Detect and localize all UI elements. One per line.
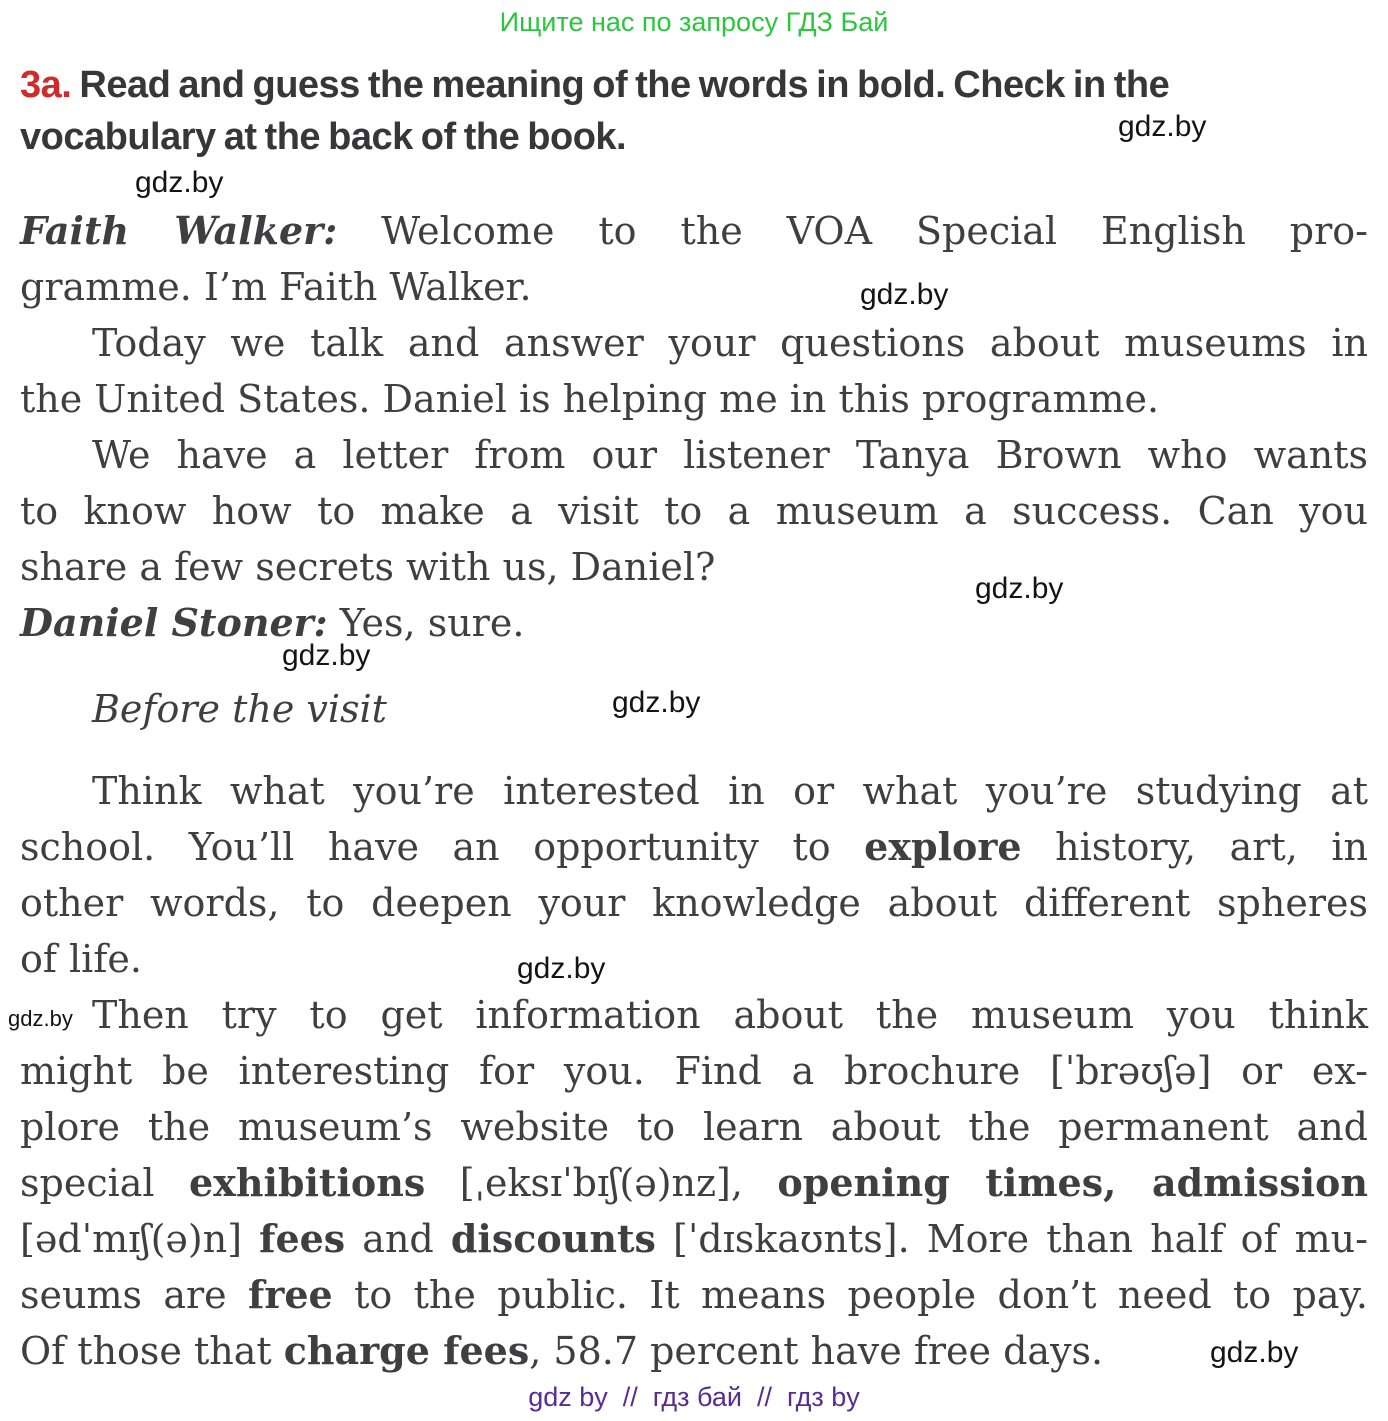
- text-segment: plore the museum’s website to learn about the permanent and: [20, 1105, 1368, 1149]
- text-segment: We have a letter from our listener Tanya Brown who wants: [92, 433, 1368, 477]
- text-line: [20, 1099, 1368, 1155]
- text-segment: Read and guess the meaning of the words in bold. Check in the: [71, 64, 1170, 106]
- text-line: [20, 259, 1368, 315]
- text-segment: gramme. I’m Faith Walker.: [20, 265, 532, 309]
- watermark: gdz.by: [8, 1006, 73, 1031]
- text-segment: Yes, sure.: [327, 601, 525, 645]
- text-line: [20, 1043, 1368, 1099]
- watermark: gdz.by: [1118, 110, 1207, 143]
- text-line: [20, 1155, 1368, 1211]
- text-line: [20, 1267, 1368, 1323]
- paragraph-then: [20, 987, 1368, 1379]
- text-segment: , 58.7 percent have free days.: [529, 1329, 1104, 1373]
- text-line: [20, 819, 1368, 875]
- watermark: gdz.by: [612, 686, 701, 719]
- text-line: [20, 59, 1368, 111]
- text-segment: fees: [259, 1216, 346, 1261]
- text-segment: history, art, in: [1021, 825, 1368, 869]
- text-line: [20, 371, 1368, 427]
- text-segment: of life.: [20, 937, 142, 981]
- text-line: [20, 1323, 1368, 1379]
- text-segment: explore: [864, 824, 1022, 869]
- text-segment: seums are: [20, 1273, 249, 1317]
- paragraph-daniel: [20, 595, 1368, 651]
- text-line: [20, 483, 1368, 539]
- text-segment: Daniel Stoner:: [20, 600, 328, 645]
- text-line: [20, 595, 1368, 651]
- watermark: gdz.by: [282, 639, 371, 672]
- text-line: [20, 315, 1368, 371]
- text-line: [20, 203, 1368, 259]
- watermark: gdz.by: [517, 952, 606, 985]
- text-segment: [ədˈmɪʃ(ə)n]: [20, 1217, 260, 1261]
- text-segment: Of those that: [20, 1329, 284, 1373]
- watermark: gdz.by: [135, 166, 224, 199]
- text-segment: Think what you’re interested in or what you’re studying at: [92, 769, 1368, 813]
- text-segment: special: [20, 1161, 190, 1205]
- text-line: [20, 1211, 1368, 1267]
- paragraph-faith-intro: [20, 203, 1368, 315]
- text-segment: to know how to make a visit to a museum a success. Can you: [20, 489, 1368, 533]
- text-line: [20, 539, 1368, 595]
- text-segment: share a few secrets with us, Daniel?: [20, 545, 716, 589]
- text-segment: Welcome to the VOA Special English pro-: [337, 209, 1368, 253]
- text-segment: exhibitions: [189, 1160, 426, 1205]
- page-footer: gdz by // гдз бай // гдз by: [528, 1382, 860, 1412]
- text-segment: to the public. It means people don’t need to pay.: [332, 1273, 1368, 1317]
- text-segment: other words, to deepen your knowledge about different spheres: [20, 881, 1368, 925]
- paragraph-think: [20, 763, 1368, 987]
- text-line: [20, 931, 1368, 987]
- paragraph-letter: [20, 427, 1368, 595]
- text-line: [20, 987, 1368, 1043]
- text-segment: Then try to get information about the museum you think: [92, 993, 1368, 1037]
- top-banner-text: Ищите нас по запросу ГДЗ Бай: [499, 7, 889, 37]
- document-body: [0, 59, 1388, 1379]
- text-segment: school. You’ll have an opportunity to: [20, 825, 865, 869]
- text-segment: Before the visit: [92, 687, 387, 731]
- text-line: [20, 427, 1368, 483]
- text-segment: opening times, admission: [777, 1160, 1368, 1205]
- text-segment: [ˌeksɪˈbɪʃ(ə)nz],: [425, 1161, 778, 1205]
- text-segment: discounts: [450, 1216, 656, 1261]
- paragraph-today: [20, 315, 1368, 427]
- text-segment: [ˈdɪskaʊnts]. More than half of mu-: [655, 1217, 1368, 1261]
- text-segment: the United States. Daniel is helping me in this programme.: [20, 377, 1160, 421]
- watermark: gdz.by: [975, 572, 1064, 605]
- text-segment: Faith Walker:: [20, 208, 338, 253]
- text-segment: Today we talk and answer your questions about museums in: [92, 321, 1368, 365]
- watermark: gdz.by: [1210, 1336, 1299, 1369]
- text-line: [20, 763, 1368, 819]
- text-segment: 3a.: [20, 64, 72, 106]
- watermark: gdz.by: [860, 278, 949, 311]
- text-segment: charge fees: [283, 1328, 530, 1373]
- text-segment: and: [345, 1217, 451, 1261]
- text-line: [20, 875, 1368, 931]
- text-segment: vocabulary at the back of the book.: [20, 116, 627, 158]
- text-segment: might be interesting for you. Find a brochure [ˈbrəʊʃə] or ex-: [20, 1049, 1368, 1093]
- text-segment: free: [248, 1272, 333, 1317]
- page: [0, 6, 1388, 1421]
